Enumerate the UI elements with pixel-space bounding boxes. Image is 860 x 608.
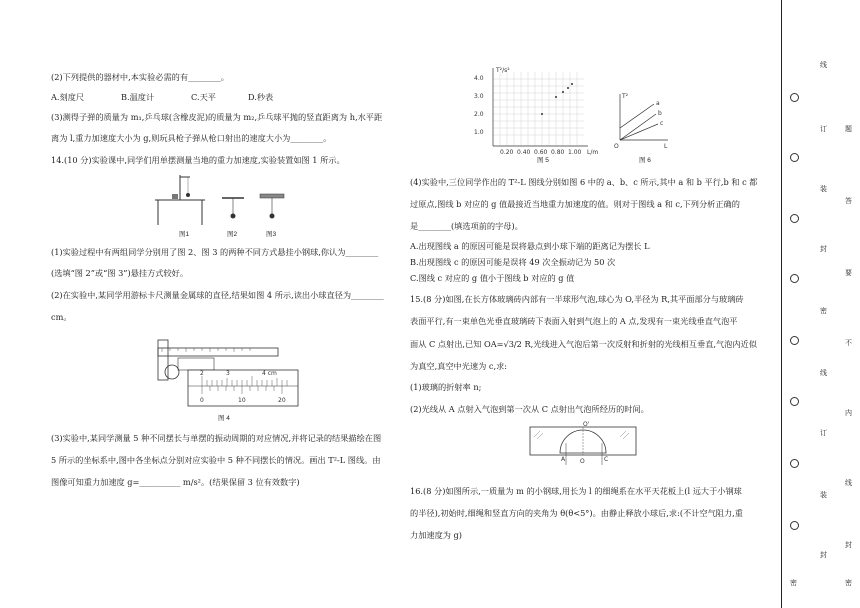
margin-hole-4 [790,274,799,283]
q14-4-line3: 是________(填选项前的字母)。 [410,221,523,231]
fig7-label-c: C [604,456,609,463]
q15-line4: 为真空,真空中光速为 c,求: [410,361,508,371]
q3-line1: (3)测得子弹的质量为 m₁,乒乓球(含橡皮泥)的质量为 m₂,乒乓球平抛的竖直距离为 h,水平距 [51,112,383,122]
q16-line2: 的半径),初始时,细绳和竖直方向的夹角为 θ(θ<5°)。由静止释放小球后,求:(不计空气阻力,重 [410,508,743,518]
margin-char-4: 封 [820,245,827,253]
fig5-caption: 图 5 [537,157,549,164]
fig5-xtick-080: 0.80 [551,149,565,156]
margin-char-5: 密 [820,307,827,315]
q14-1-line2: (选填“图 2”或“图 3”)悬挂方式较好。 [51,268,189,278]
q2-option-b: B.温度计 [121,92,155,102]
fig7-label-a: A [561,456,566,463]
fig5-xunit: L/m [587,149,599,156]
q16-line3: 力加速度为 g) [410,530,462,540]
margin-inner-8: 密 [845,579,852,587]
fig5-xtick-040: 0.40 [517,149,531,156]
caliper-tick-3: 3 [226,370,230,377]
fig5-ytick-4: 4.0 [474,75,484,82]
q15-part2: (2)光线从 A 点射入气泡到第一次从 C 点射出气泡所经历的时间。 [410,404,649,414]
q15-line2: 表面平行,有一束单色光垂直玻璃砖下表面入射到气泡上的 A 点,发现有一束光线垂直气泡平 [410,316,738,326]
fig7-label-o-prime: O' [583,421,590,428]
q15-part1: (1)玻璃的折射率 n; [410,382,482,392]
fig6-line-b: b [658,110,662,117]
fig2-caption: 图2 [227,231,238,238]
binding-line [781,0,782,608]
fig5-ytick-2: 2.0 [474,111,484,118]
margin-char-8: 装 [820,491,827,499]
fig7-label-o: O [580,458,585,465]
margin-char-9: 封 [820,551,827,559]
margin-inner-6: 线 [845,479,852,487]
fig6-line-a: a [656,100,660,107]
margin-hole-7 [790,459,799,468]
vernier-caliper-diagram [150,330,310,412]
fig5-xtick-100: 1.00 [568,149,582,156]
caliper-tick-2: 2 [200,370,204,377]
q14-1-line1: (1)实验过程中有两组同学分别用了图 2、图 3 的两种不同方式悬挂小钢球,你认为________ [51,247,379,257]
fig5-ytick-1: 1.0 [474,129,484,136]
q2-option-d: D.秒表 [248,92,274,102]
q2-option-c: C.天平 [191,92,216,102]
figure-6-graph [612,90,672,152]
margin-char-3: 装 [820,185,827,193]
vernier-tick-10: 10 [238,397,246,404]
margin-hole-5 [790,336,799,345]
margin-hole-8 [790,521,799,530]
margin-hole-3 [790,214,799,223]
fig5-xtick-060: 0.60 [534,149,548,156]
fig5-ylabel: T²/s² [496,67,510,74]
q14-2-line2: cm。 [51,312,72,322]
figure-5-graph [470,64,610,160]
margin-inner-5: 内 [845,409,852,417]
margin-char-6: 线 [820,369,827,377]
margin-inner-7: 封 [845,541,852,549]
q14-4-option-a: A.出现图线 a 的原因可能是误将悬点到小球下端的距离记为摆长 L [410,241,650,251]
vernier-tick-0: 0 [200,397,204,404]
fig5-xtick-020: 0.20 [500,149,514,156]
margin-inner-2: 答 [845,197,852,205]
q14-3-line2: 5 所示的坐标系中,图中各坐标点分别对应实验中 5 种不同摆长的情况。画出 T²-L 图线。由 [51,455,381,465]
caliper-tick-4cm: 4 cm [262,370,277,377]
q14-3-line1: (3)实验中,某同学测量 5 种不同摆长与单摆的振动周期的对应情况,并将记录的结果描绘在图 [51,433,382,443]
margin-hole-6 [790,397,799,406]
fig6-line-c: c [660,120,664,127]
q14-4-option-b: B.出现图线 c 的原因可能是误将 49 次全振动记为 50 次 [410,257,616,267]
margin-inner-4: 不 [845,339,852,347]
figure-1-3-diagram [150,170,310,236]
margin-hole-2 [790,153,799,162]
q2-stem: (2)下列提供的器材中,本实验必需的有________。 [51,72,229,82]
q16-line1: 16.(8 分)如图所示,一质量为 m 的小钢球,用长为 l 的细绳系在水平天花板上(l 远大于小钢球 [410,486,742,496]
fig6-caption: 图 6 [639,157,651,164]
margin-char-1: 线 [820,61,827,69]
fig5-ytick-3: 3.0 [474,93,484,100]
margin-char-2: 订 [820,125,827,133]
q14-3-line3: 图像可知重力加速度 g=__________ m/s²。(结果保留 3 位有效数字) [51,477,300,487]
vernier-tick-20: 20 [278,397,286,404]
glass-brick-bubble-diagram [528,421,640,469]
margin-char-7: 订 [820,429,827,437]
margin-inner-3: 要 [845,269,852,277]
q14-4-option-c: C.图线 c 对应的 g 值小于图线 b 对应的 g 值 [410,273,575,283]
fig6-xaxis: L [664,143,668,150]
q15-line1: 15.(8 分)如图,在长方体玻璃砖内部有一半球形气泡,球心为 O,半径为 R,其平面部分与玻璃砖 [410,294,744,304]
fig1-caption: 图1 [179,231,190,238]
fig4-caption: 图 4 [218,415,230,422]
fig6-yaxis: T² [622,93,629,100]
q14-2-line1: (2)在实验中,某同学用游标卡尺测量金属球的直径,结果如图 4 所示,读出小球直径为________ [51,290,384,300]
margin-inner-1: 题 [845,125,852,133]
q14-4-line2: 过原点,图线 b 对应的 g 值最接近当地重力加速度的值。则对于图线 a 和 c,下列分析正确的 [410,199,740,209]
margin-hole-1 [790,93,799,102]
q2-option-a: A.刻度尺 [51,92,85,102]
q14-heading: 14.(10 分)实验课中,同学们用单摆测量当地的重力加速度,实验装置如图 1 所示。 [51,155,345,165]
fig3-caption: 图3 [266,231,277,238]
fig6-origin: O [614,143,619,150]
q14-4-line1: (4)实验中,三位同学作出的 T²-L 图线分别如图 6 中的 a、b、c 所示,其中 a 和 b 平行,b 和 c 都 [410,177,758,187]
q15-line3: 面从 C 点射出,已知 OA=√3/2 R,光线进入气泡后第一次反射和折射的光线相互垂直,气泡内近似 [410,339,757,349]
margin-char-10: 密 [790,579,797,587]
q3-line2: 离为 l,重力加速度大小为 g,则玩具枪子弹从枪口射出的速度大小为________。 [51,133,332,143]
